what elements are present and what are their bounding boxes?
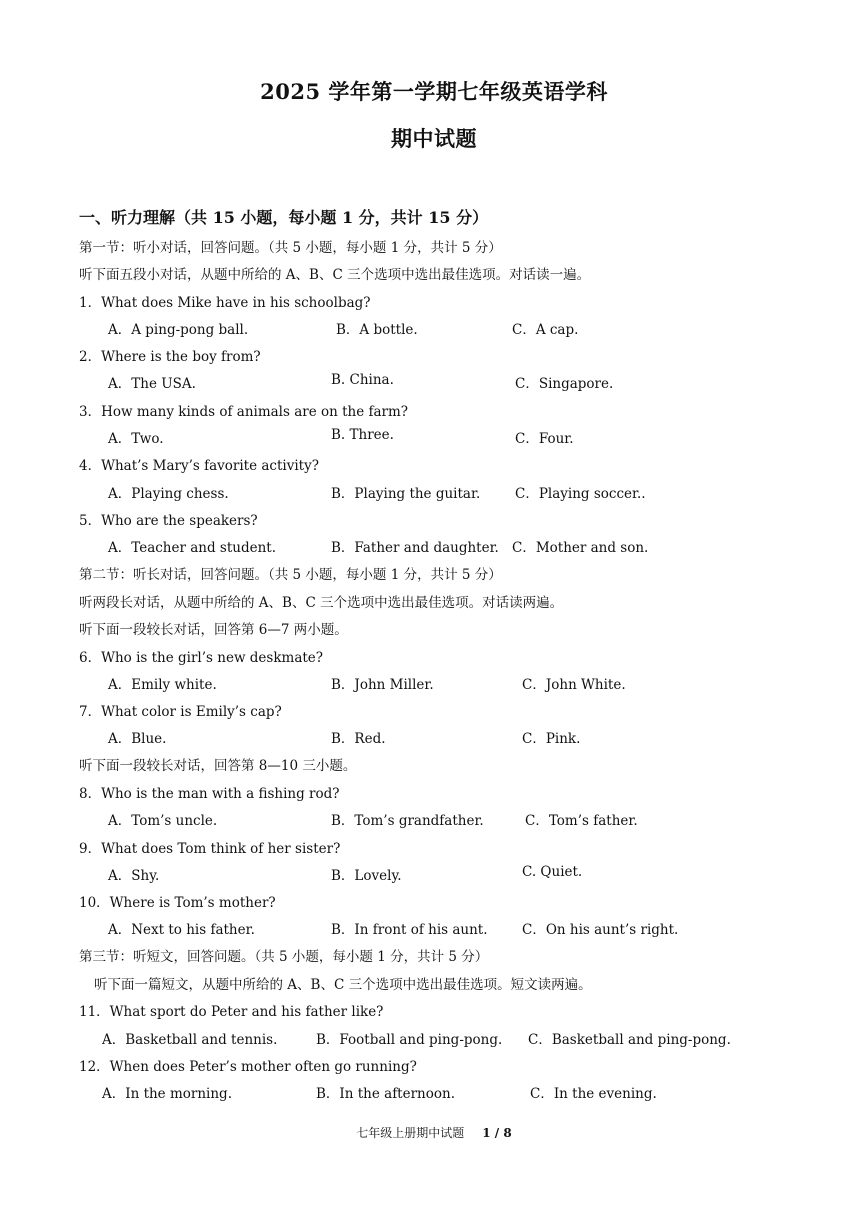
option-b: B．Father and daughter. (331, 540, 499, 556)
option-a: A．Basketball and tennis. (102, 1032, 278, 1048)
option-c: C．Singapore. (515, 376, 614, 392)
option-a: A．Teacher and student. (108, 540, 276, 556)
option-a: A．Tom’s uncle. (108, 813, 218, 829)
part3-instruction: 听下面一篇短文，从题中所给的 A、B、C 三个选项中选出最佳选项。短文读两遍。 (94, 977, 592, 993)
part1-instruction: 听下面五段小对话，从题中所给的 A、B、C 三个选项中选出最佳选项。对话读一遍。 (79, 267, 591, 283)
part2-instruction: 听两段长对话，从题中所给的 A、B、C 三个选项中选出最佳选项。对话读两遍。 (79, 595, 564, 611)
option-b: B．Lovely. (331, 868, 402, 884)
option-a: A．Emily white. (108, 677, 217, 693)
option-a: A．A ping-pong ball. (108, 322, 249, 338)
question-text: 7．What color is Emily’s cap? (79, 704, 282, 720)
option-b: B．Red. (331, 731, 386, 747)
question-text: 2．Where is the boy from? (79, 349, 261, 365)
page-footer (0, 1124, 868, 1141)
option-c: C．Basketball and ping-pong. (528, 1032, 731, 1048)
option-c: C．Four. (515, 431, 574, 447)
option-c: C．Tom’s father. (525, 813, 638, 829)
option-b: B．Playing the guitar. (331, 486, 481, 502)
option-c: C．John White. (522, 677, 626, 693)
question-text: 9．What does Tom think of her sister? (79, 841, 341, 857)
question-text: 12．When does Peter’s mother often go running? (79, 1059, 417, 1075)
option-c: C．Playing soccer.. (515, 486, 646, 502)
option-a: A．In the morning. (102, 1086, 232, 1102)
option-c: C．A cap. (512, 322, 579, 338)
option-b: B．Tom’s grandfather. (331, 813, 484, 829)
question-text: 8．Who is the man with a fishing rod? (79, 786, 340, 802)
exam-subtitle: 期中试题 (391, 126, 477, 151)
option-a: A．Shy. (108, 868, 160, 884)
option-b: B．In front of his aunt. (331, 922, 488, 938)
part2-dialog2-note: 听下面一段较长对话，回答第 8—10 三小题。 (79, 758, 357, 774)
part2-heading: 第二节：听长对话，回答问题。（共 5 小题，每小题 1 分，共计 5 分） (79, 567, 502, 583)
option-a: A．Next to his father. (108, 922, 255, 938)
part2-dialog1-note: 听下面一段较长对话，回答第 6—7 两小题。 (79, 622, 348, 638)
option-b: B. China. (331, 372, 394, 388)
page-number: 1 / 8 (482, 1126, 512, 1140)
option-b: B．In the afternoon. (316, 1086, 455, 1102)
option-a: A．The USA. (108, 376, 196, 392)
option-b: B．John Miller. (331, 677, 434, 693)
question-text: 1．What does Mike have in his schoolbag? (79, 295, 371, 311)
option-c: C．Pink. (522, 731, 581, 747)
option-a: A．Blue. (108, 731, 167, 747)
option-c: C. Quiet. (522, 864, 583, 880)
option-b: B．Football and ping-pong. (316, 1032, 503, 1048)
option-c: C．Mother and son. (512, 540, 649, 556)
part3-heading: 第三节：听短文，回答问题。（共 5 小题，每小题 1 分，共计 5 分） (79, 949, 489, 965)
question-text: 11．What sport do Peter and his father like? (79, 1004, 384, 1020)
part1-heading: 第一节：听小对话，回答问题。（共 5 小题，每小题 1 分，共计 5 分） (79, 240, 502, 256)
question-text: 5．Who are the speakers? (79, 513, 258, 529)
option-c: C．On his aunt’s right. (522, 922, 679, 938)
exam-title: 2025 学年第一学期七年级英语学科 (260, 79, 608, 104)
option-b: B. Three. (331, 427, 394, 443)
footer-label: 七年级上册期中试题 (356, 1126, 465, 1140)
option-c: C．In the evening. (530, 1086, 657, 1102)
question-text: 10．Where is Tom’s mother? (79, 895, 276, 911)
option-a: A．Playing chess. (108, 486, 229, 502)
option-b: B．A bottle. (336, 322, 418, 338)
question-text: 6．Who is the girl’s new deskmate? (79, 650, 324, 666)
question-text: 4．What’s Mary’s favorite activity? (79, 458, 319, 474)
question-text: 3．How many kinds of animals are on the farm? (79, 404, 409, 420)
option-a: A．Two. (108, 431, 164, 447)
section-heading-listening: 一、听力理解（共 15 小题，每小题 1 分，共计 15 分） (79, 208, 489, 227)
